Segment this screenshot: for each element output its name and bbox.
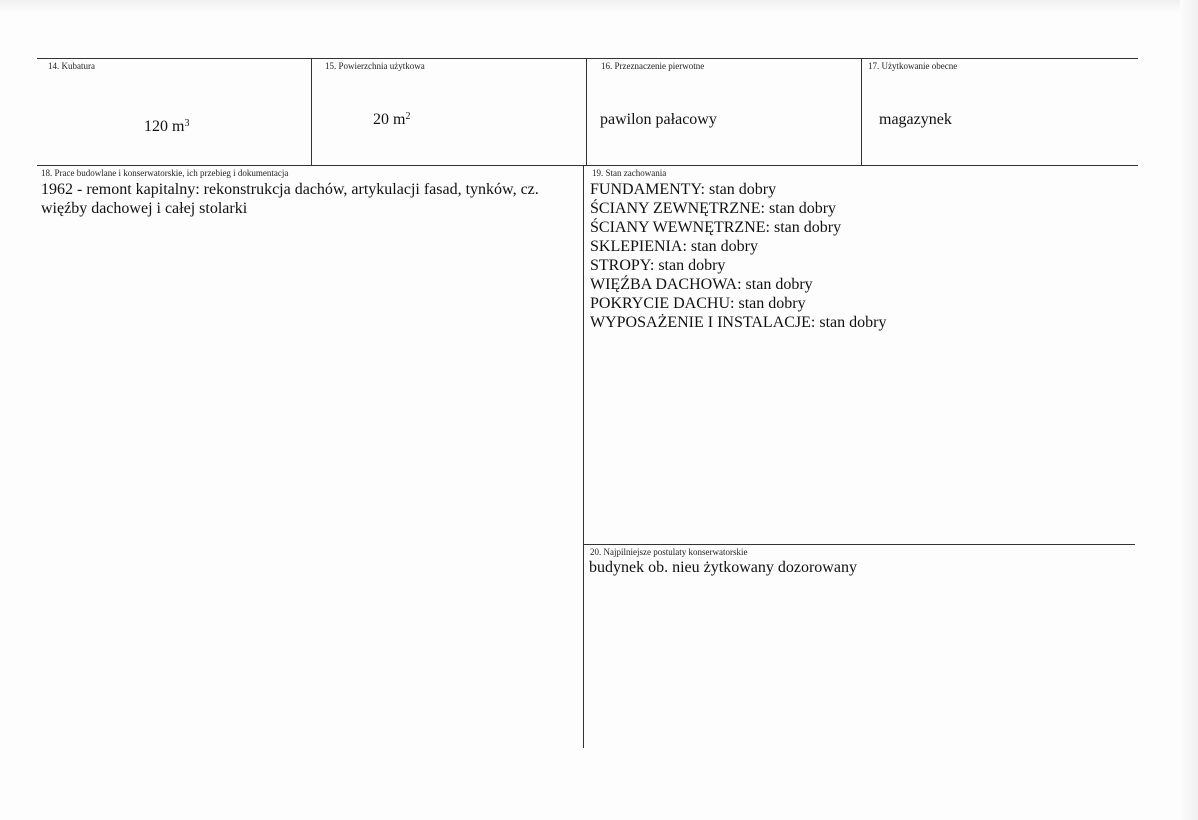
field-19-label: 19. Stan zachowania bbox=[592, 168, 667, 178]
divider-16-17 bbox=[861, 58, 862, 165]
field-19-line: SKLEPIENIA: stan dobry bbox=[590, 238, 758, 255]
field-18-label: 18. Prace budowlane i konserwatorskie, ich przebieg i dokumentacja bbox=[41, 168, 289, 178]
field-17-label: 17. Użytkowanie obecne bbox=[868, 61, 958, 71]
field-19-line: WYPOSAŻENIE I INSTALACJE: stan dobry bbox=[590, 314, 887, 331]
field-18-text bbox=[41, 180, 539, 218]
field-19-line: WIĘŹBA DACHOWA: stan dobry bbox=[590, 276, 813, 293]
field-19-line: FUNDAMENTY: stan dobry bbox=[590, 181, 777, 198]
field-20-label: 20. Najpilniejsze postulaty konserwatorskie bbox=[590, 547, 748, 557]
field-14-value-text: 120 m bbox=[144, 118, 185, 135]
field-19-text bbox=[590, 180, 886, 332]
divider-15-16 bbox=[586, 58, 587, 165]
field-15-label: 15. Powierzchnia użytkowa bbox=[325, 61, 425, 71]
field-20-value: budynek ob. nieu żytkowany dozorowany bbox=[589, 559, 857, 576]
divider-19-20 bbox=[583, 544, 1135, 545]
field-14-unit-exponent: 3 bbox=[184, 118, 190, 129]
divider-18-19 bbox=[583, 165, 584, 748]
top-rule bbox=[37, 58, 1138, 59]
field-16-value: pawilon pałacowy bbox=[600, 111, 717, 128]
field-18-line: 1962 - remont kapitalny: rekonstrukcja dachów, artykulacji fasad, tynków, cz. bbox=[41, 181, 539, 198]
divider-14-15 bbox=[311, 58, 312, 165]
field-15-value bbox=[373, 110, 410, 129]
field-15-unit-exponent: 2 bbox=[405, 111, 411, 122]
row1-bottom-rule bbox=[37, 165, 1138, 166]
field-17-value: magazynek bbox=[879, 111, 952, 128]
field-19-line: POKRYCIE DACHU: stan dobry bbox=[590, 295, 806, 312]
field-15-value-text: 20 m bbox=[373, 111, 406, 128]
scan-shadow-right bbox=[1180, 0, 1198, 820]
field-14-label: 14. Kubatura bbox=[48, 61, 95, 71]
field-19-line: ŚCIANY ZEWNĘTRZNE: stan dobry bbox=[590, 200, 837, 217]
field-19-line: STROPY: stan dobry bbox=[590, 257, 726, 274]
field-16-label: 16. Przeznaczenie pierwotne bbox=[601, 61, 705, 71]
scan-shadow-top bbox=[0, 0, 1198, 12]
field-14-value bbox=[144, 117, 189, 136]
field-18-line: więźby dachowej i całej stolarki bbox=[41, 200, 248, 217]
field-19-line: ŚCIANY WEWNĘTRZNE: stan dobry bbox=[590, 219, 842, 236]
